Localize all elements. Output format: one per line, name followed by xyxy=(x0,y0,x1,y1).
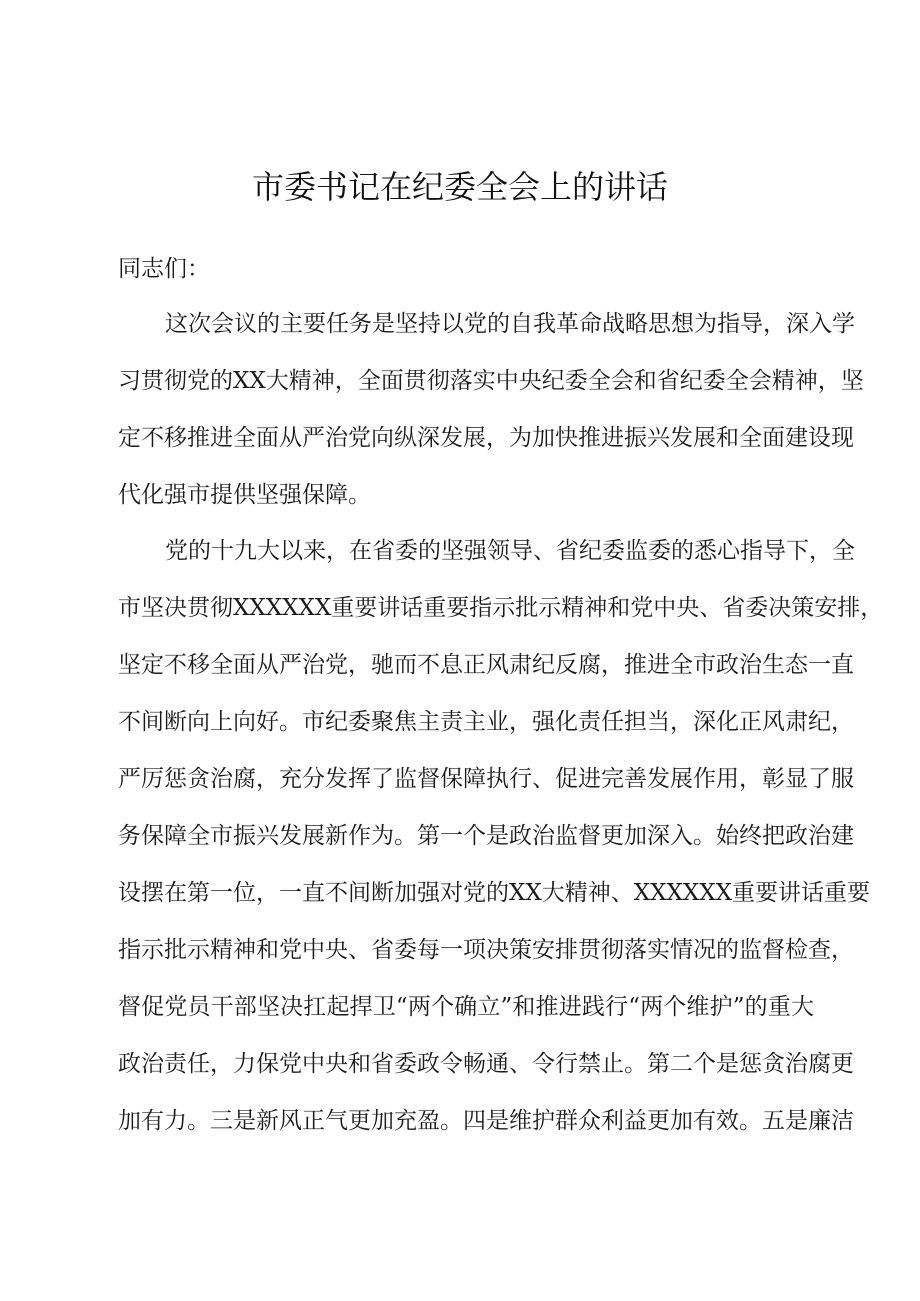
paragraph-2-line-7: 设摆在第一位，一直不间断加强对党的XX大精神、XXXXXX重要讲话重要 xyxy=(118,880,870,906)
paragraph-2-line-11: 加有力。三是新风正气更加充盈。四是维护群众利益更加有效。五是廉洁 xyxy=(118,1108,854,1134)
paragraph-2-line-1: 党的十九大以来，在省委的坚强领导、省纪委监委的悉心指导下，全 xyxy=(165,538,855,564)
paragraph-1-line-4: 代化强市提供坚强保障。 xyxy=(118,482,371,508)
paragraph-2-line-2: 市坚决贯彻XXXXXX重要讲话重要指示批示精神和党中央、省委决策安排， xyxy=(118,595,884,621)
paragraph-2-line-9: 督促党员干部坚决扛起捍卫“两个确立”和推进践行“两个维护”的重大 xyxy=(118,994,814,1020)
paragraph-2-line-5: 严厉惩贪治腐，充分发挥了监督保障执行、促进完善发展作用，彰显了服 xyxy=(118,766,854,792)
paragraph-2-line-4: 不间断向上向好。市纪委聚焦主责主业，强化责任担当，深化正风肃纪， xyxy=(118,709,854,735)
paragraph-2-line-3: 坚定不移全面从严治党，驰而不息正风肃纪反腐，推进全市政治生态一直 xyxy=(118,652,854,678)
paragraph-1-line-3: 定不移推进全面从严治党向纵深发展，为加快推进振兴发展和全面建设现 xyxy=(118,425,854,451)
paragraph-2-line-10: 政治责任，力保党中央和省委政令畅通、令行禁止。第二个是惩贪治腐更 xyxy=(118,1051,854,1077)
paragraph-1-line-2: 习贯彻党的XX大精神，全面贯彻落实中央纪委全会和省纪委全会精神，坚 xyxy=(118,368,864,394)
salutation: 同志们： xyxy=(118,256,210,282)
paragraph-1-line-1: 这次会议的主要任务是坚持以党的自我革命战略思想为指导，深入学 xyxy=(165,311,855,337)
document-title: 市委书记在纪委全会上的讲话 xyxy=(251,168,668,206)
paragraph-2-line-6: 务保障全市振兴发展新作为。第一个是政治监督更加深入。始终把政治建 xyxy=(118,823,854,849)
paragraph-2-line-8: 指示批示精神和党中央、省委每一项决策安排贯彻落实情况的监督检查， xyxy=(118,937,854,963)
